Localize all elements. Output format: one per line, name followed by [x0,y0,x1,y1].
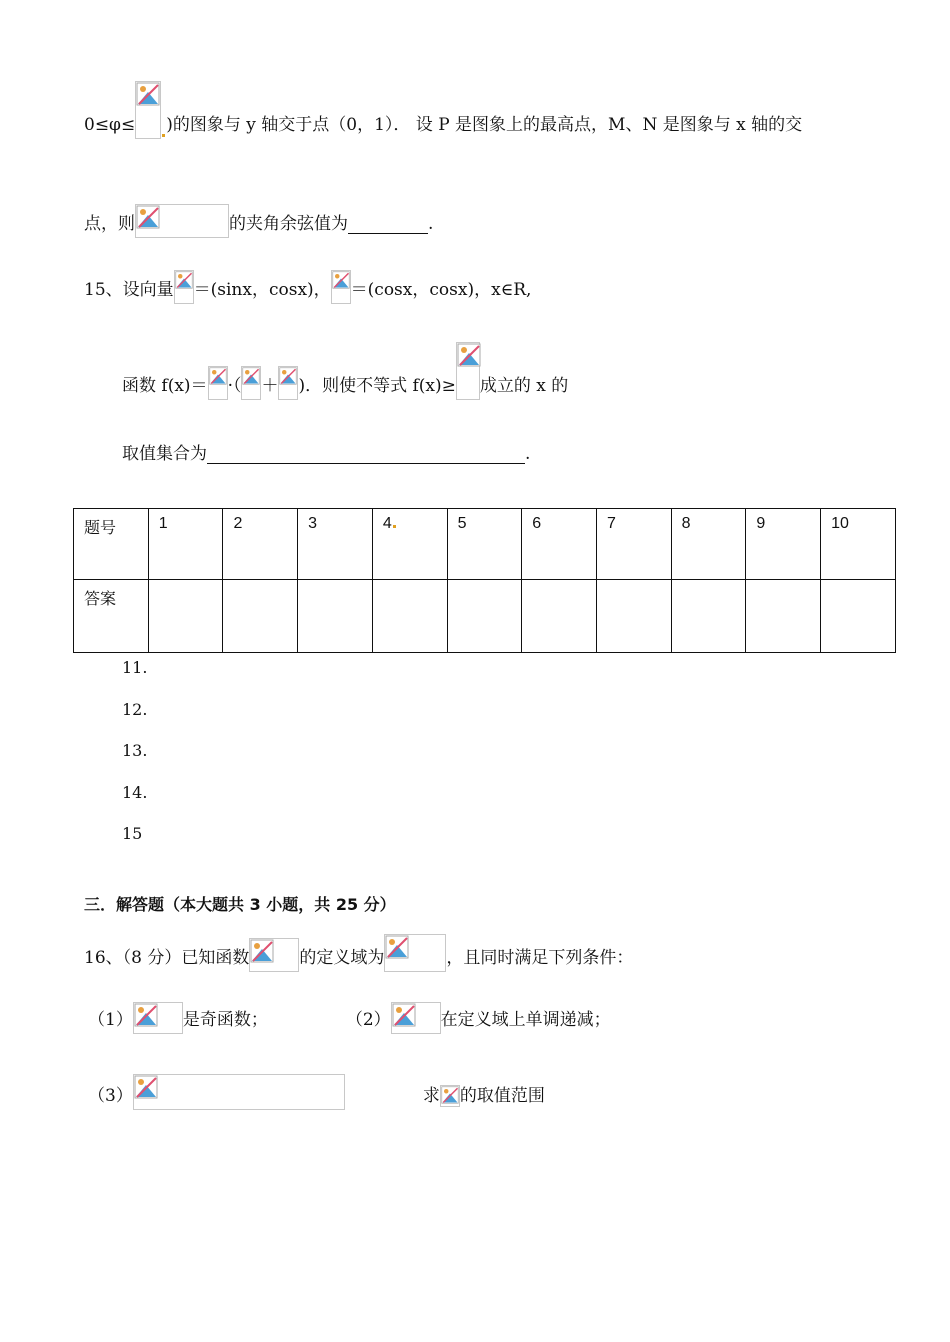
p15-line3 [122,438,530,468]
list-item: 11. [122,658,148,677]
condition-line-1-2 [88,998,611,1034]
p15-text: ＋ [261,376,279,396]
p15-text: . [525,444,531,464]
list-item: 13. [122,741,148,760]
table-cell: 答案 [74,580,149,653]
broken-image-icon [133,1074,345,1110]
broken-image-icon [241,366,261,400]
p14-text: 的图象与 y 轴交于点（0，1）． 设 P 是图象上的最高点，M、N 是图象与 x 轴的交 [172,115,803,135]
condition-text: 求 [422,1086,440,1106]
p15-text: 15、设向量 [84,280,174,300]
table-row [74,580,896,653]
table-cell: 2 [223,509,298,580]
broken-image-icon [278,366,298,400]
table-cell: 8 [671,509,746,580]
table-cell: 1 [148,509,223,580]
list-item: 12. [122,699,148,719]
condition-label: （1） [88,1010,133,1030]
table-cell: 6 [522,509,597,580]
broken-image-icon [384,934,446,972]
p14-line1 [84,73,802,139]
table-cell [447,580,522,653]
table-cell [372,580,447,653]
broken-image-icon [440,1085,460,1107]
p14-text: ) [166,115,173,135]
q16-text: 16、（8 分）已知函数 [84,948,250,968]
answer-blank [348,232,428,234]
broken-image-icon [456,342,480,400]
broken-image-icon [135,204,229,238]
table-cell: 题号 [74,509,149,580]
p15-line1 [84,268,531,304]
condition-label: （2） [345,1010,391,1030]
table-cell: 5 [447,509,522,580]
p14-text: 0≤φ≤ [84,115,136,135]
list-item: 15 [122,824,143,843]
table-cell [223,580,298,653]
q16-line [84,930,633,972]
p14-text: . [428,214,434,234]
answer-number-list [122,658,147,866]
p14-text: 点，则 [84,214,135,234]
table-cell-text: 4 [382,515,392,532]
answer-blank [207,462,525,464]
table-cell [821,580,896,653]
condition-text: 在定义域上单调递减； [440,1010,611,1030]
broken-image-icon [331,270,351,304]
broken-image-icon [208,366,228,400]
table-cell: 9 [746,509,821,580]
p15-text: 成立的 x 的 [479,376,569,396]
broken-image-icon [391,1002,441,1034]
table-cell [746,580,821,653]
marker-dot [393,525,396,528]
table-cell: 3 [298,509,373,580]
p15-text: ＝(cosx，cosx)，x∈R, [350,280,532,300]
table-cell [148,580,223,653]
broken-image-icon [249,938,299,972]
list-item: 14. [122,782,148,802]
p15-text: ·（ [227,376,242,396]
p14-text: 的夹角余弦值为 [229,214,348,234]
p15-line2 [122,338,568,400]
condition-text: 的取值范围 [459,1086,545,1106]
table-cell [671,580,746,653]
p15-text: ＝(sinx，cosx)， [193,280,331,300]
q16-text: ，且同时满足下列条件： [446,948,634,968]
table-cell [596,580,671,653]
section-heading: 三．解答题（本大题共 3 小题，共 25 分） [84,895,396,914]
p14-line2 [84,198,433,238]
table-cell [372,509,447,580]
p15-text: 取值集合为 [122,444,207,464]
table-cell: 7 [596,509,671,580]
table-cell [522,580,597,653]
broken-image-icon [174,270,194,304]
table-cell: 10 [821,509,896,580]
answer-table [73,508,896,653]
p15-text: 函数 f(x)＝ [122,376,208,396]
p15-text: )．则使不等式 f(x)≥ [298,376,456,396]
marker-dot [162,134,165,137]
broken-image-icon [135,81,161,139]
q16-text: 的定义域为 [299,948,385,968]
condition-text: 是奇函数； [182,1010,268,1030]
table-cell [298,580,373,653]
broken-image-icon [133,1002,183,1034]
condition-line-3 [88,1068,545,1110]
condition-label: （3） [88,1086,133,1106]
table-row [74,509,896,580]
